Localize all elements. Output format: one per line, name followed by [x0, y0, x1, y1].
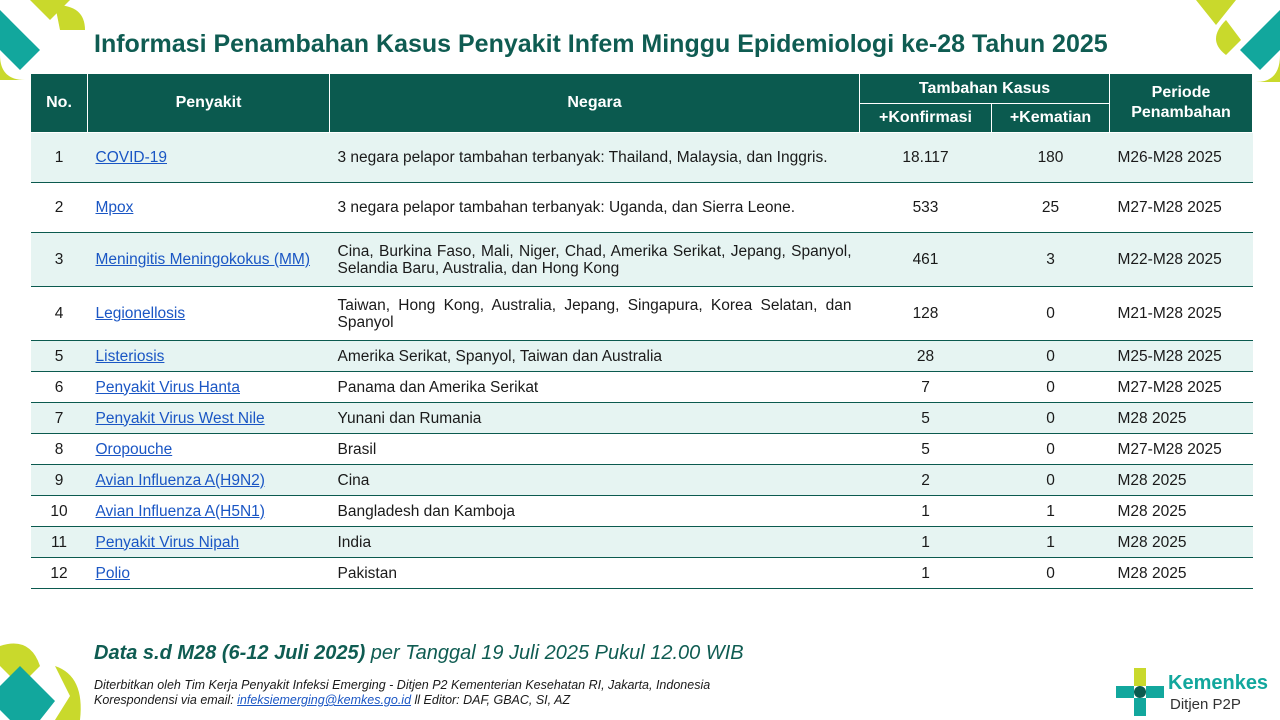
death-count: 0 [992, 287, 1110, 341]
death-count: 180 [992, 133, 1110, 183]
death-count: 0 [992, 403, 1110, 434]
death-count: 0 [992, 372, 1110, 403]
added-period: M27-M28 2025 [1110, 183, 1253, 233]
header-country: Negara [330, 74, 860, 133]
disease-cell [88, 434, 330, 465]
disease-cell [88, 287, 330, 341]
table-row [31, 341, 1253, 372]
disease-cell [88, 233, 330, 287]
death-count: 1 [992, 496, 1110, 527]
table-row [31, 233, 1253, 287]
header-no: No. [31, 74, 88, 133]
row-number: 12 [31, 558, 88, 589]
table-row [31, 287, 1253, 341]
disease-cell [88, 527, 330, 558]
disease-link[interactable]: Meningitis Meningokokus (MM) [95, 251, 310, 268]
disease-link[interactable]: COVID-19 [95, 149, 167, 166]
disease-link[interactable]: Mpox [95, 199, 134, 216]
table-row [31, 403, 1253, 434]
header-confirmed: +Konfirmasi [860, 104, 992, 133]
death-count: 25 [992, 183, 1110, 233]
country-list: Cina, Burkina Faso, Mali, Niger, Chad, Amerika Serikat, Jepang, Spanyol, Selandia Baru, Australia, dan Hong Kong [330, 233, 860, 287]
publisher-note [94, 678, 710, 708]
disease-cell [88, 183, 330, 233]
added-period: M28 2025 [1110, 496, 1253, 527]
data-period-rest: per Tanggal 19 Juli 2025 Pukul 12.00 WIB [365, 642, 744, 664]
disease-link[interactable]: Penyakit Virus West Nile [95, 409, 265, 427]
country-list: Taiwan, Hong Kong, Australia, Jepang, Singapura, Korea Selatan, dan Spanyol [330, 287, 860, 341]
confirmed-count: 533 [860, 183, 992, 233]
table-row [31, 183, 1253, 233]
disease-cell [88, 403, 330, 434]
disease-cell [88, 133, 330, 183]
confirmed-count: 28 [860, 341, 992, 372]
disease-cell [88, 372, 330, 403]
correspondence-prefix: Korespondensi via email: [94, 693, 238, 707]
table-row [31, 496, 1253, 527]
bottom-left-decoration-icon [0, 636, 90, 720]
kemenkes-logo-icon [1116, 668, 1164, 716]
row-number: 4 [31, 287, 88, 341]
country-list: Yunani dan Rumania [330, 403, 860, 434]
table-row [31, 372, 1253, 403]
confirmed-count: 1 [860, 496, 992, 527]
top-right-decoration-icon [1196, 0, 1280, 82]
row-number: 2 [31, 183, 88, 233]
top-left-decoration-icon [0, 0, 90, 80]
disease-link[interactable]: Polio [95, 564, 130, 582]
table-row [31, 434, 1253, 465]
country-list: Cina [330, 465, 860, 496]
disease-cell [88, 341, 330, 372]
disease-cell [88, 465, 330, 496]
row-number: 9 [31, 465, 88, 496]
confirmed-count: 128 [860, 287, 992, 341]
header-disease: Penyakit [88, 74, 330, 133]
death-count: 0 [992, 434, 1110, 465]
table-row [31, 465, 1253, 496]
country-list: 3 negara pelapor tambahan terbanyak: Thailand, Malaysia, dan Inggris. [330, 133, 860, 183]
death-count: 0 [992, 341, 1110, 372]
data-period-bold: Data s.d M28 (6-12 Juli 2025) [94, 642, 366, 664]
disease-cell [88, 558, 330, 589]
country-list: Brasil [330, 434, 860, 465]
added-period: M28 2025 [1110, 465, 1253, 496]
row-number: 1 [31, 133, 88, 183]
header-added-cases: Tambahan Kasus [860, 74, 1110, 104]
confirmed-count: 18.117 [860, 133, 992, 183]
added-period: M28 2025 [1110, 558, 1253, 589]
confirmed-count: 461 [860, 233, 992, 287]
kemenkes-logo [1116, 668, 1276, 716]
data-period-note [94, 642, 744, 665]
confirmed-count: 2 [860, 465, 992, 496]
disease-link[interactable]: Listeriosis [95, 347, 165, 365]
confirmed-count: 1 [860, 558, 992, 589]
death-count: 0 [992, 558, 1110, 589]
table-row [31, 558, 1253, 589]
logo-name: Kemenkes [1168, 672, 1269, 694]
added-period: M22-M28 2025 [1110, 233, 1253, 287]
row-number: 10 [31, 496, 88, 527]
country-list: Pakistan [330, 558, 860, 589]
added-period: M28 2025 [1110, 527, 1253, 558]
death-count: 1 [992, 527, 1110, 558]
confirmed-count: 1 [860, 527, 992, 558]
added-period: M28 2025 [1110, 403, 1253, 434]
row-number: 5 [31, 341, 88, 372]
table-row [31, 527, 1253, 558]
table-row [31, 133, 1253, 183]
disease-link[interactable]: Avian Influenza A(H5N1) [95, 502, 265, 520]
disease-link[interactable]: Oropouche [95, 440, 173, 458]
added-period: M26-M28 2025 [1110, 133, 1253, 183]
header-deaths: +Kematian [992, 104, 1110, 133]
logo-subtitle: Ditjen P2P [1170, 696, 1241, 713]
header-period: Periode Penambahan [1110, 74, 1253, 133]
row-number: 6 [31, 372, 88, 403]
confirmed-count: 7 [860, 372, 992, 403]
death-count: 0 [992, 465, 1110, 496]
added-period: M27-M28 2025 [1110, 434, 1253, 465]
disease-link[interactable]: Legionellosis [95, 305, 186, 322]
country-list: Amerika Serikat, Spanyol, Taiwan dan Australia [330, 341, 860, 372]
country-list: Panama dan Amerika Serikat [330, 372, 860, 403]
row-number: 11 [31, 527, 88, 558]
country-list: Bangladesh dan Kamboja [330, 496, 860, 527]
added-period: M27-M28 2025 [1110, 372, 1253, 403]
editor-credits: ll Editor: DAF, GBAC, SI, AZ [411, 693, 571, 707]
disease-link[interactable]: Penyakit Virus Nipah [95, 533, 240, 551]
published-by: Diterbitkan oleh Tim Kerja Penyakit Infeksi Emerging - Ditjen P2 Kementerian Kesehatan RI, Jakarta, Indonesia [94, 678, 711, 692]
country-list: India [330, 527, 860, 558]
disease-cell [88, 496, 330, 527]
disease-link[interactable]: Avian Influenza A(H9N2) [95, 471, 265, 489]
row-number: 7 [31, 403, 88, 434]
page-title: Informasi Penambahan Kasus Penyakit Infem Minggu Epidemiologi ke-28 Tahun 2025 [94, 30, 1108, 58]
row-number: 8 [31, 434, 88, 465]
country-list: 3 negara pelapor tambahan terbanyak: Uganda, dan Sierra Leone. [330, 183, 860, 233]
confirmed-count: 5 [860, 434, 992, 465]
row-number: 3 [31, 233, 88, 287]
added-period: M21-M28 2025 [1110, 287, 1253, 341]
added-period: M25-M28 2025 [1110, 341, 1253, 372]
disease-table [30, 73, 1253, 589]
disease-link[interactable]: Penyakit Virus Hanta [95, 378, 240, 396]
email-link[interactable]: infeksiemerging@kemkes.go.id [237, 693, 412, 707]
correspondence-line [94, 693, 710, 708]
confirmed-count: 5 [860, 403, 992, 434]
death-count: 3 [992, 233, 1110, 287]
